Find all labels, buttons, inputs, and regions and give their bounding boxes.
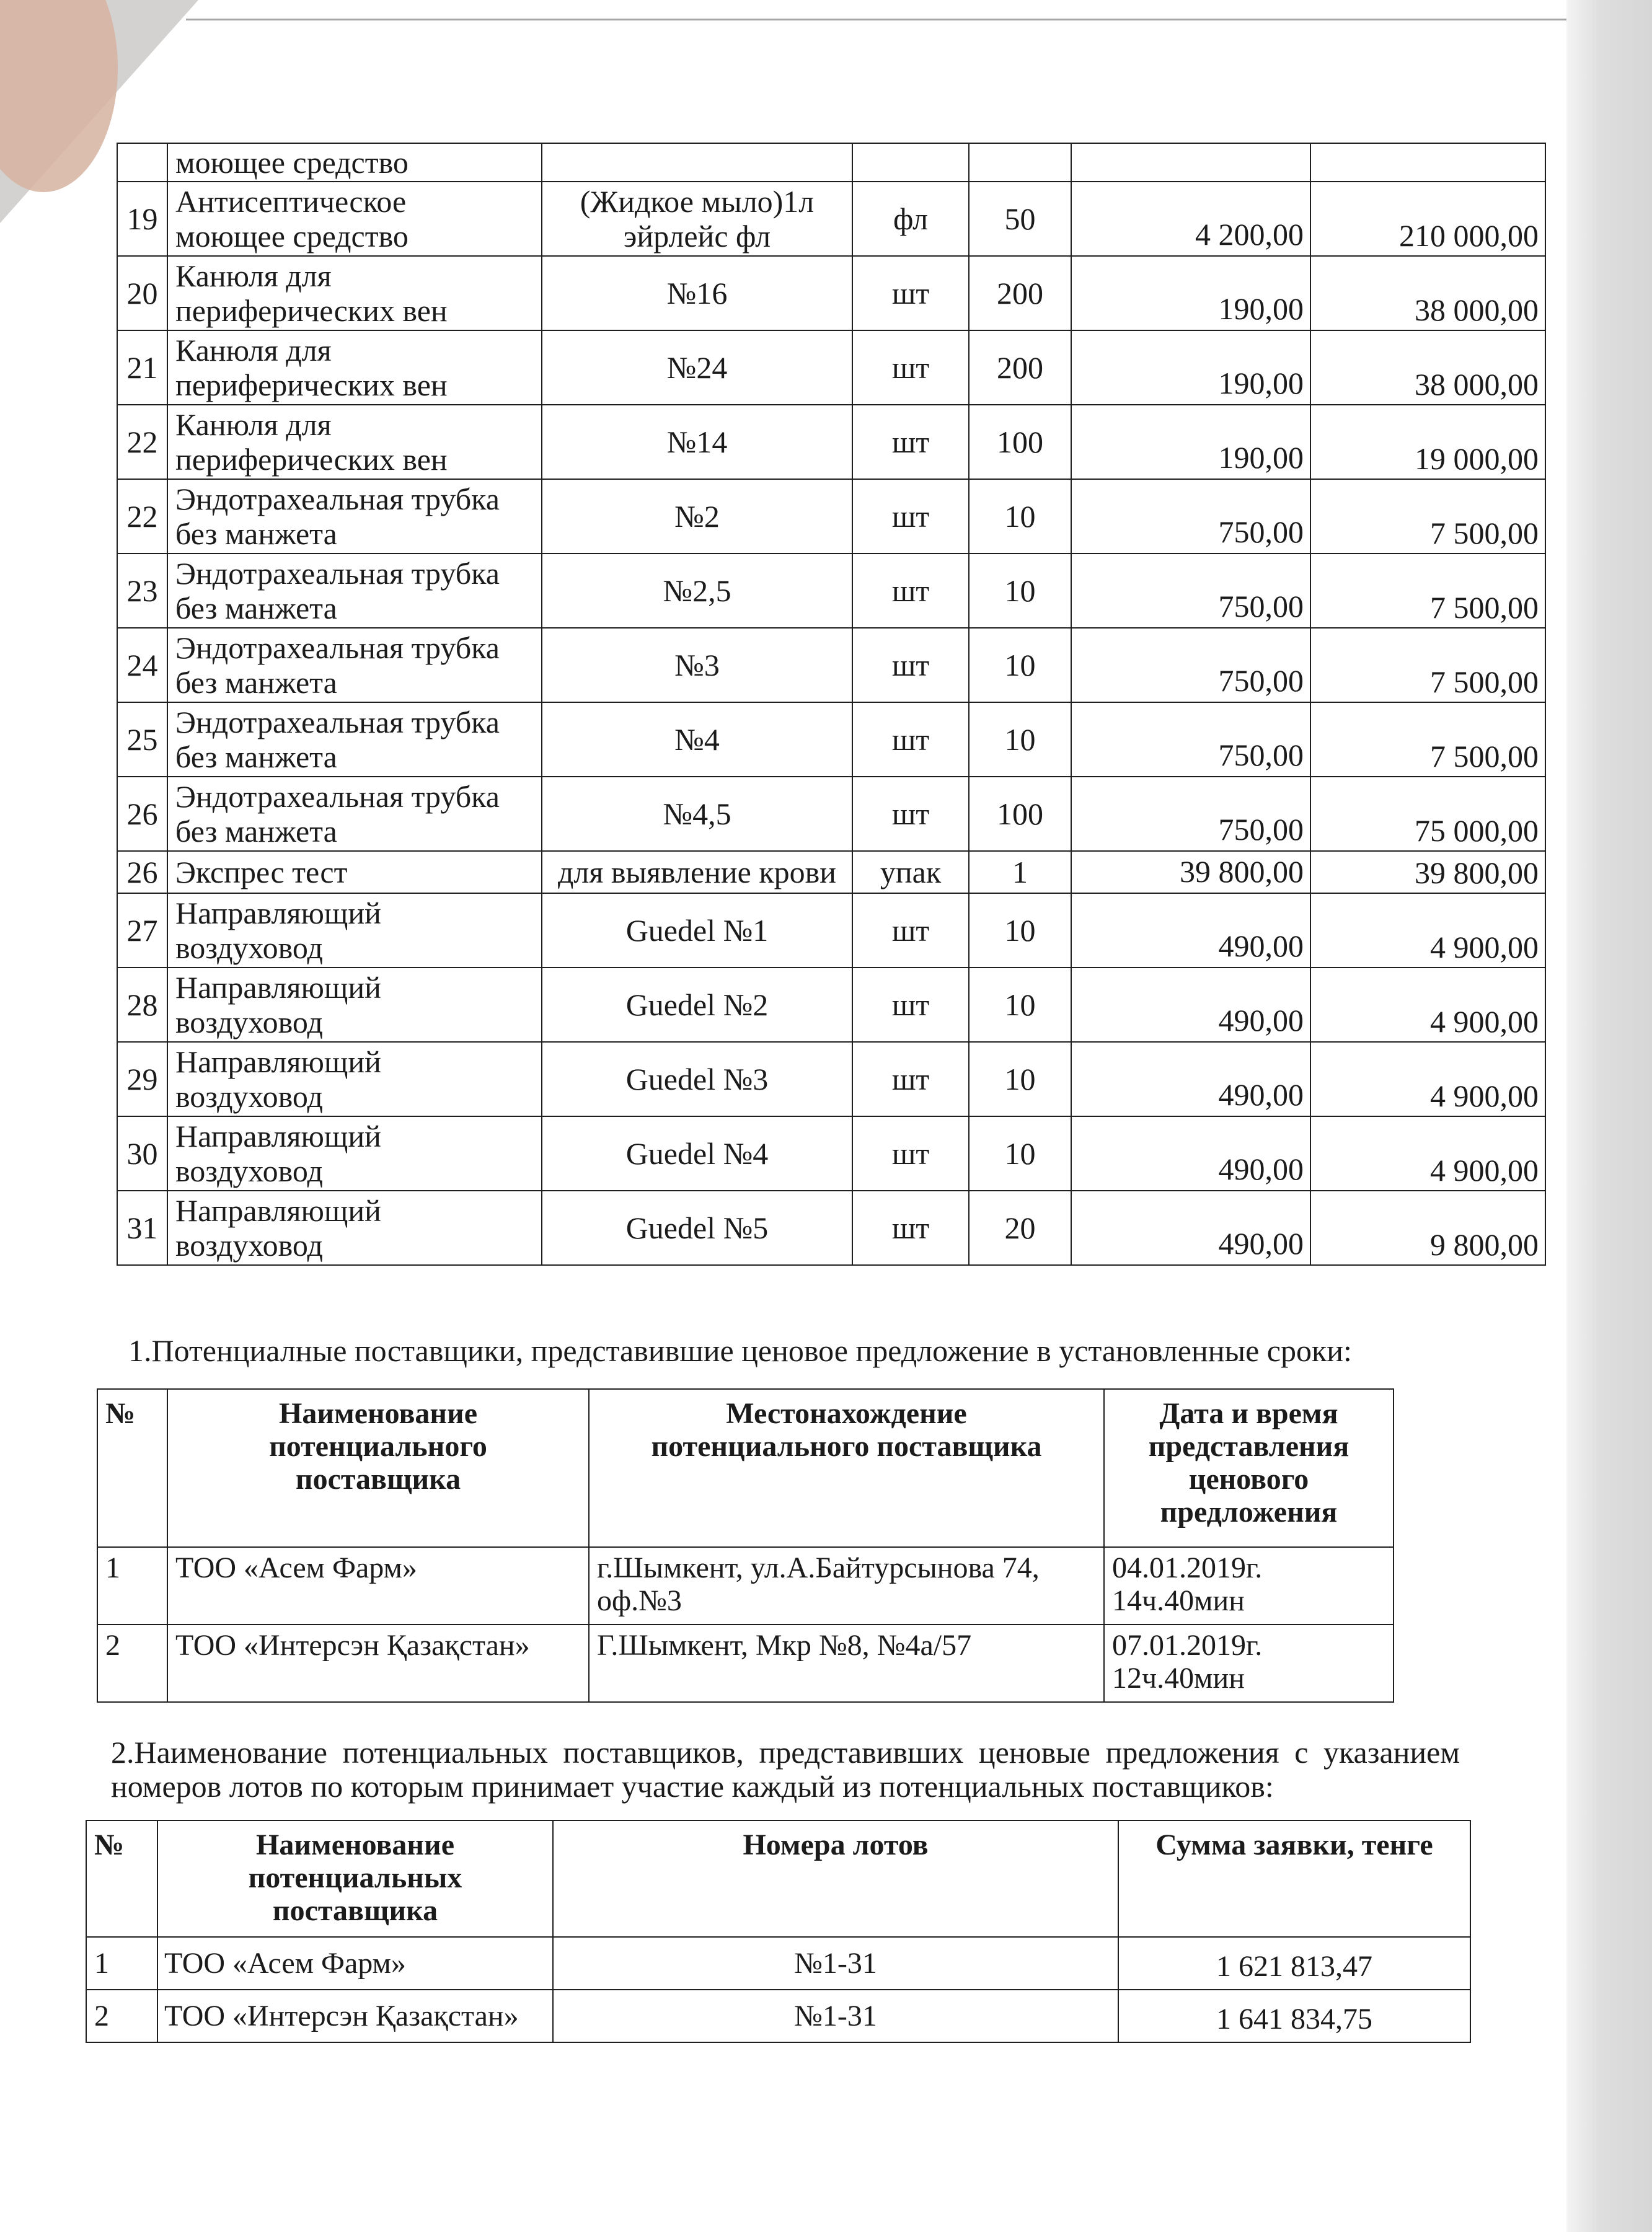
table-row [117, 143, 1545, 182]
cell-item-name: Канюля для периферических вен [167, 405, 542, 479]
cell-unit-price: 39 800,00 [1071, 851, 1310, 893]
header-location: Местонахождение потенциального поставщика [589, 1389, 1104, 1547]
cell-datetime: 04.01.2019г. 14ч.40мин [1104, 1547, 1394, 1625]
header-supplier-name: Наименование потенциального поставщика [167, 1389, 589, 1547]
cell-number: 29 [117, 1042, 167, 1116]
cell-item-name: Канюля для периферических вен [167, 256, 542, 330]
cell-total: 75 000,00 [1310, 777, 1545, 851]
cell-total: 38 000,00 [1310, 256, 1545, 330]
cell-unit: шт [852, 1116, 969, 1191]
section-2-heading-line: номеров лотов по которым принимает участие каждый из потенциальных поставщиков: [111, 1769, 1274, 1804]
cell-number: 21 [117, 330, 167, 405]
cell-item-name: Эндотрахеальная трубка без манжета [167, 702, 542, 777]
cell-unit: шт [852, 479, 969, 554]
cell-number: 20 [117, 256, 167, 330]
items-table [117, 143, 1546, 1266]
cell-number: 22 [117, 405, 167, 479]
cell-total: 38 000,00 [1310, 330, 1545, 405]
cell-location: г.Шымкент, ул.А.Байтурсынова 74, оф.№3 [589, 1547, 1104, 1625]
cell-quantity: 10 [969, 554, 1071, 628]
table-row [117, 182, 1545, 256]
cell-total: 9 800,00 [1310, 1191, 1545, 1265]
cell-number: 19 [117, 182, 167, 256]
cell-item-name: Антисептическое моющее средство [167, 182, 542, 256]
cell-item-name: Направляющий воздуховод [167, 893, 542, 968]
cell-quantity: 100 [969, 777, 1071, 851]
cell-unit: шт [852, 777, 969, 851]
cell-description: Guedel №2 [542, 968, 852, 1042]
cell-quantity: 50 [969, 182, 1071, 256]
cell-unit-price: 750,00 [1071, 702, 1310, 777]
cell-number: 31 [117, 1191, 167, 1265]
cell-total: 19 000,00 [1310, 405, 1545, 479]
cell-unit-price [1071, 143, 1310, 182]
table-row [117, 479, 1545, 554]
cell-unit-price: 190,00 [1071, 405, 1310, 479]
cell-description: №2,5 [542, 554, 852, 628]
cell-lot-numbers: №1-31 [553, 1937, 1118, 1990]
cell-total: 7 500,00 [1310, 479, 1545, 554]
table-row [117, 1042, 1545, 1116]
items-table-body [117, 143, 1545, 1265]
cell-supplier-name: ТОО «Асем Фарм» [157, 1937, 553, 1990]
table-row [117, 628, 1545, 702]
cell-description: №2 [542, 479, 852, 554]
cell-number: 30 [117, 1116, 167, 1191]
cell-unit: шт [852, 554, 969, 628]
table-row [117, 1116, 1545, 1191]
cell-total: 4 900,00 [1310, 893, 1545, 968]
cell-unit-price: 490,00 [1071, 1191, 1310, 1265]
cell-quantity: 10 [969, 702, 1071, 777]
cell-item-name: Направляющий воздуховод [167, 1191, 542, 1265]
section-2-heading [111, 1736, 1460, 1804]
table-row [117, 554, 1545, 628]
header-number: № [97, 1389, 167, 1547]
table-row [117, 702, 1545, 777]
cell-item-name: моющее средство [167, 143, 542, 182]
scan-edge-strip [1566, 0, 1652, 2232]
table-row [117, 851, 1545, 893]
cell-number [117, 143, 167, 182]
section-1-heading: 1.Потенциалные поставщики, представившие ценовое предложение в установленные сроки: [128, 1333, 1352, 1368]
cell-supplier-name: ТОО «Интерсэн Қазақстан» [167, 1625, 589, 1702]
cell-unit-price: 490,00 [1071, 1042, 1310, 1116]
cell-number: 26 [117, 851, 167, 893]
cell-location: Г.Шымкент, Мкр №8, №4а/57 [589, 1625, 1104, 1702]
cell-item-name: Направляющий воздуховод [167, 1042, 542, 1116]
cell-item-name: Направляющий воздуховод [167, 1116, 542, 1191]
cell-unit: шт [852, 628, 969, 702]
cell-description: Guedel №4 [542, 1116, 852, 1191]
cell-description: №14 [542, 405, 852, 479]
cell-quantity: 100 [969, 405, 1071, 479]
cell-description [542, 143, 852, 182]
cell-quantity: 10 [969, 1116, 1071, 1191]
cell-unit: шт [852, 702, 969, 777]
header-submission-datetime: Дата и время представления ценового предложения [1104, 1389, 1394, 1547]
cell-number: 28 [117, 968, 167, 1042]
cell-description: №16 [542, 256, 852, 330]
table-row [86, 1937, 1470, 1990]
cell-total: 39 800,00 [1310, 851, 1545, 893]
cell-number: 27 [117, 893, 167, 968]
table-header-row [97, 1389, 1394, 1547]
cell-lot-numbers: №1-31 [553, 1990, 1118, 2042]
cell-quantity: 10 [969, 479, 1071, 554]
cell-quantity: 200 [969, 256, 1071, 330]
cell-item-name: Эндотрахеальная трубка без манжета [167, 479, 542, 554]
cell-number: 25 [117, 702, 167, 777]
cell-unit-price: 490,00 [1071, 1116, 1310, 1191]
header-supplier-name: Наименование потенциальных поставщика [157, 1820, 553, 1937]
cell-total: 4 900,00 [1310, 1042, 1545, 1116]
cell-description: №4 [542, 702, 852, 777]
cell-description: для выявление крови [542, 851, 852, 893]
cell-quantity: 20 [969, 1191, 1071, 1265]
cell-description: Guedel №5 [542, 1191, 852, 1265]
cell-unit-price: 4 200,00 [1071, 182, 1310, 256]
cell-datetime: 07.01.2019г. 12ч.40мин [1104, 1625, 1394, 1702]
cell-unit-price: 190,00 [1071, 330, 1310, 405]
cell-quantity: 10 [969, 628, 1071, 702]
cell-quantity: 10 [969, 968, 1071, 1042]
cell-total: 7 500,00 [1310, 702, 1545, 777]
cell-unit: упак [852, 851, 969, 893]
cell-description: Guedel №3 [542, 1042, 852, 1116]
cell-quantity: 10 [969, 1042, 1071, 1116]
cell-item-name: Канюля для периферических вен [167, 330, 542, 405]
cell-unit: шт [852, 330, 969, 405]
table-row [117, 968, 1545, 1042]
cell-unit: шт [852, 1191, 969, 1265]
cell-number: 22 [117, 479, 167, 554]
cell-unit-price: 750,00 [1071, 777, 1310, 851]
table-row [86, 1990, 1470, 2042]
cell-item-name: Эндотрахеальная трубка без манжета [167, 554, 542, 628]
cell-total: 7 500,00 [1310, 628, 1545, 702]
table-row [117, 777, 1545, 851]
cell-number: 2 [86, 1990, 157, 2042]
table-row [97, 1547, 1394, 1625]
cell-supplier-name: ТОО «Интерсэн Қазақстан» [157, 1990, 553, 2042]
cell-item-name: Эндотрахеальная трубка без манжета [167, 777, 542, 851]
cell-item-name: Эндотрахеальная трубка без манжета [167, 628, 542, 702]
cell-total: 7 500,00 [1310, 554, 1545, 628]
table-row [117, 405, 1545, 479]
header-number: № [86, 1820, 157, 1937]
cell-number: 2 [97, 1625, 167, 1702]
cell-number: 24 [117, 628, 167, 702]
cell-quantity: 10 [969, 893, 1071, 968]
cell-item-name: Направляющий воздуховод [167, 968, 542, 1042]
lots-table [86, 1820, 1471, 2043]
table-header-row [86, 1820, 1470, 1937]
header-bid-sum: Сумма заявки, тенге [1118, 1820, 1470, 1937]
cell-unit-price: 750,00 [1071, 628, 1310, 702]
cell-total: 4 900,00 [1310, 1116, 1545, 1191]
table-row [117, 1191, 1545, 1265]
cell-description: (Жидкое мыло)1л эйрлейс фл [542, 182, 852, 256]
cell-description: Guedel №1 [542, 893, 852, 968]
cell-bid-sum: 1 621 813,47 [1118, 1937, 1470, 1990]
cell-number: 26 [117, 777, 167, 851]
cell-quantity [969, 143, 1071, 182]
cell-bid-sum: 1 641 834,75 [1118, 1990, 1470, 2042]
cell-total: 210 000,00 [1310, 182, 1545, 256]
table-row [97, 1625, 1394, 1702]
cell-total: 4 900,00 [1310, 968, 1545, 1042]
table-row [117, 256, 1545, 330]
cell-total [1310, 143, 1545, 182]
cell-description: №4,5 [542, 777, 852, 851]
cell-unit-price: 190,00 [1071, 256, 1310, 330]
table-row [117, 893, 1545, 968]
section-2-heading-line: 2.Наименование потенциальных поставщиков, представивших ценовые предложения с указанием [111, 1735, 1460, 1770]
cell-quantity: 1 [969, 851, 1071, 893]
table-row [117, 330, 1545, 405]
cell-number: 23 [117, 554, 167, 628]
cell-unit: шт [852, 893, 969, 968]
cell-supplier-name: ТОО «Асем Фарм» [167, 1547, 589, 1625]
header-lot-numbers: Номера лотов [553, 1820, 1118, 1937]
cell-unit: шт [852, 256, 969, 330]
cell-description: №3 [542, 628, 852, 702]
cell-unit: шт [852, 1042, 969, 1116]
cell-number: 1 [86, 1937, 157, 1990]
cell-unit-price: 490,00 [1071, 893, 1310, 968]
cell-unit: шт [852, 405, 969, 479]
cell-unit-price: 750,00 [1071, 479, 1310, 554]
cell-unit [852, 143, 969, 182]
cell-quantity: 200 [969, 330, 1071, 405]
finger-shadow [0, 0, 118, 192]
suppliers-table [97, 1388, 1394, 1703]
cell-item-name: Экспрес тест [167, 851, 542, 893]
page-top-edge [186, 19, 1566, 20]
cell-number: 1 [97, 1547, 167, 1625]
cell-unit: шт [852, 968, 969, 1042]
cell-unit-price: 490,00 [1071, 968, 1310, 1042]
cell-unit: фл [852, 182, 969, 256]
cell-unit-price: 750,00 [1071, 554, 1310, 628]
cell-description: №24 [542, 330, 852, 405]
